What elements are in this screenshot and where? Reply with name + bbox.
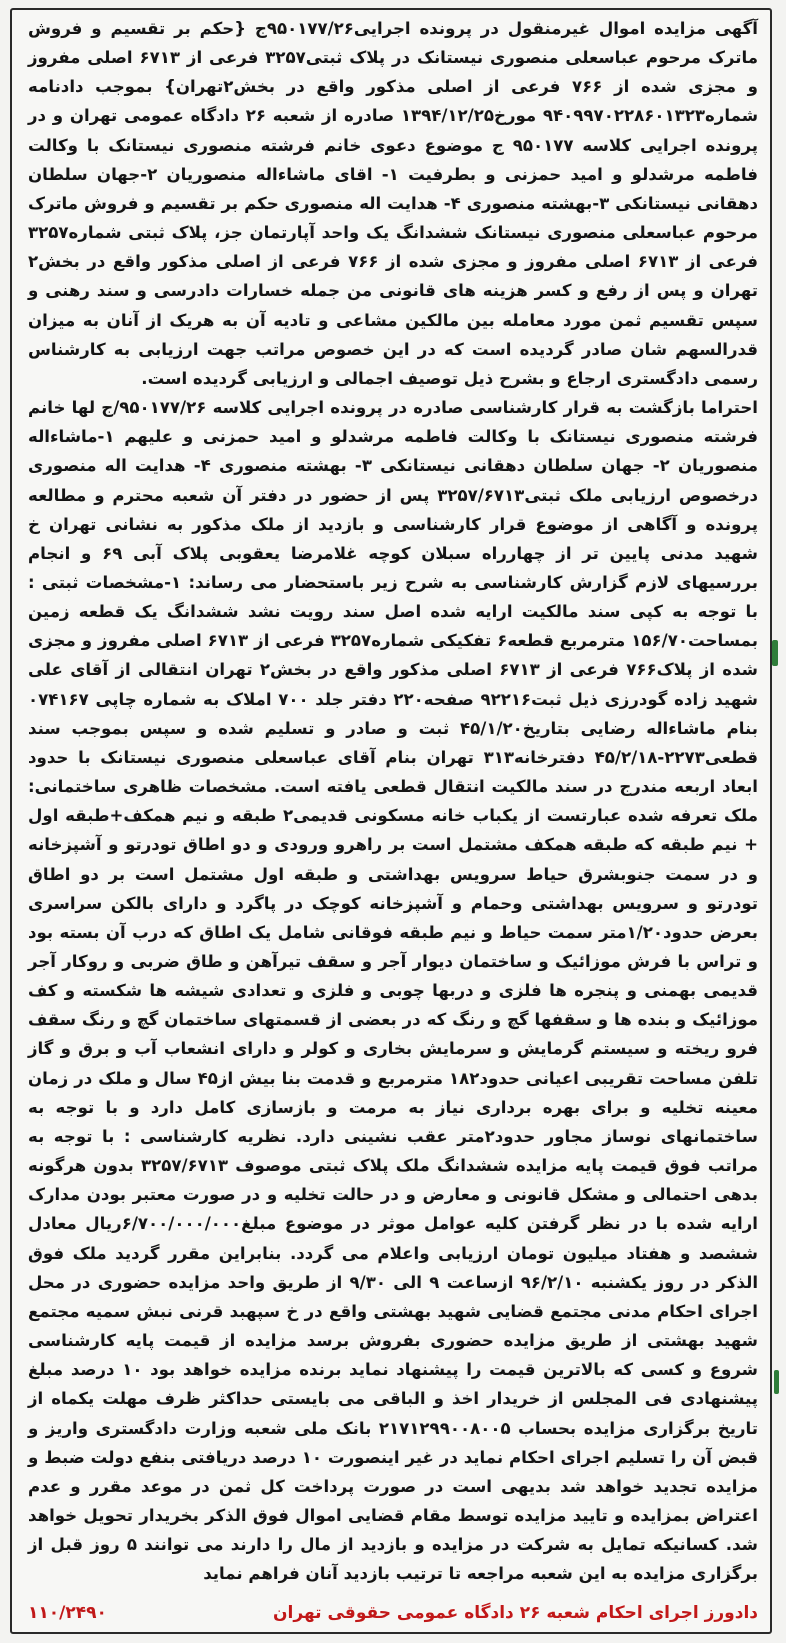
- margin-mark: [772, 640, 778, 666]
- notice-code: ۱۱۰/۲۴۹۰: [28, 1603, 107, 1623]
- margin-mark: [774, 1370, 779, 1394]
- issuing-authority: دادورز اجرای احکام شعبه ۲۶ دادگاه عمومی حقوقی تهران: [273, 1603, 758, 1623]
- notice-paragraph-expert-report: احتراما بازگشت به قرار کارشناسی صادره در پرونده اجرایی کلاسه ۹۵۰۱۷۷/۲۶/ج لها خانم فرشته منصوری نیستانک با وکالت فاطمه مرشدلو و امید حمزنی و علیهم ۱-ماشاءاله منصوریان ۲- جهان سلطان دهقانی نیستانکی ۳- بهشته منصوری ۴- هدایت اله منصوری درخصوص ارزیابی ملک ثبتی۳۲۵۷/۶۷۱۳ پس از حضور در دفتر آن شعبه محترم و مطالعه پرونده و آگاهی از موضوع قرار کارشناسی و بازدید از ملک مذکور به نشانی تهران خ شهید مدنی پایین تر از چهارراه سبلان کوچه غلامرضا یعقوبی پلاک آبی ۶۹ و انجام بررسیهای لازم گزارش کارشناسی به شرح زیر باستحضار می رساند: ۱-مشخصات ثبتی : با توجه به کپی سند مالکیت ارایه شده اصل سند رویت نشد ششدانگ یک قطعه زمین بمساحت۱۵۶/۷۰ مترمربع قطعه۶ تفکیکی شماره۳۲۵۷ فرعی از ۶۷۱۳ اصلی مفروز و مجزی شده از پلاک۷۶۶ فرعی از ۶۷۱۳ اصلی مذکور واقع در بخش۲ تهران انتقالی از آقای علی شهید زاده گودرزی ذیل ثبت۹۲۲۱۶ صفحه۲۲۰ دفتر جلد ۷۰۰ املاک به شماره چاپی ۰۷۴۱۶۷ بنام ماشاءاله رضایی بتاریخ۴۵/۱/۲۰ ثبت و صادر و تسلیم شده و سپس بموجب سند قطعی۲۲۷۳-۴۵/۲/۱۸ دفترخانه۳۱۳ تهران بنام آقای عباسعلی منصوری نیستانک با حدود ابعاد اربعه مندرج در سند مالکیت انتقال قطعی یافته است. مشخصات ظاهری ساختمانی: ملک تعرفه شده عبارتست از یکباب خانه مسکونی قدیمی۲ طبقه و نیم همکف+طبقه اول + نیم طبقه که طبقه همکف مشتمل است بر راهرو ورودی و دو اطاق تودرتو و آشپزخانه و در سمت جنوبشرق حیاط سرویس بهداشتی و طبقه اول مشتمل است بر دو اطاق تودرتو و سرویس بهداشتی وحمام و آشپزخانه کوچک در پاگرد و دارای بالکن سراسری بعرض حدود۱/۲۰متر سمت حیاط و نیم طبقه فوقانی شامل یک اطاق که درب آن بسته بود و تراس با فرش موزائیک و ساختمان دیوار آجر و سقف تیرآهن و طاق ضربی و روکار آجر قدیمی بهمنی و پنجره ها فلزی و دربها چوبی و فلزی و تعدادی شیشه ها شکسته و کف موزائیک و بنده ها و سقفها گچ و رنگ که در بعضی از قسمتهای ساختمان گچ و رنگ سقف فرو ریخته و سیستم گرمایش و سرمایش بخاری و کولر و دارای انشعاب آب و برق و گاز تلفن مساحت تقریبی اعیانی حدود۱۸۲ مترمربع و قدمت بنا بیش از۴۵ سال و ملک در زمان معینه تخلیه و برای بهره برداری نیاز به مرمت و بازسازی کامل دارد و با توجه به ساختمانهای نوساز مجاور حدود۲متر عقب نشینی دارد. نظریه کارشناسی : با توجه به مراتب فوق قیمت پایه مزایده ششدانگ ملک پلاک ثبتی موصوف ۳۲۵۷/۶۷۱۳ بدون هرگونه بدهی احتمالی و مشکل قانونی و معارض و در حالت تخلیه و در صورت معتبر بودن مدارک ارایه شده با در نظر گرفتن کلیه عوامل موثر در موضوع مبلغ۶/۷۰۰/۰۰۰/۰۰۰ریال معادل ششصد و هفتاد میلیون تومان ارزیابی واعلام می گردد. بنابراین مقرر گردید ملک فوق الذکر در روز یکشنبه ۹۶/۲/۱۰ ازساعت ۹ الی ۹/۳۰ از طریق واحد مزایده حضوری در محل اجرای احکام مدنی مجتمع قضایی شهید بهشتی واقع در خ سپهبد قرنی نبش سمیه مجتمع شهید بهشتی از طریق مزایده حضوری بفروش برسد مزایده از قیمت پایه کارشناسی شروع و کسی که بالاترین قیمت را پیشنهاد نماید برنده مزایده خواهد بود ۱۰ درصد مبلغ پیشنهادی فی المجلس از خریدار اخذ و الباقی می بایستی حداکثر ظرف مهلت یکماه از تاریخ برگزاری مزایده بحساب ۲۱۷۱۲۹۹۰۰۸۰۰۵ بانک ملی شعبه وزارت دادگستری واریز و قبض آن را تسلیم اجرای احکام نماید در غیر اینصورت ۱۰ درصد دریافتی بنفع دولت ضبط و مزایده تجدید خواهد شد بدیهی است در صورت پرداخت کل ثمن در موعد مقرر و عدم اعتراض بمزایده و تایید مزایده توسط مقام قضایی اموال فوق الذکر بخریدار تحویل خواهد شد. کسانیکه تمایل به شرکت در مزایده و بازدید از مال را دارند می توانند ۵ روز قبل از برگزاری مزایده به این شعبه مراجعه تا ترتیب بازدید آنان فراهم نماید: [28, 398, 759, 1584]
- notice-paragraph-intro: آگهی مزایده اموال غیرمنقول در پرونده اجرایی۹۵۰۱۷۷/۲۶ج {حکم بر تقسیم و فروش ماترک مرحوم عباسعلی منصوری نیستانک در پلاک ثبتی۳۲۵۷ فرعی از ۶۷۱۳ اصلی مفروز و مجزی شده از ۷۶۶ فرعی از اصلی مذکور واقع در بخش۲تهران} بموجب دادنامه شماره۹۴۰۹۹۷۰۲۲۸۶۰۱۳۲۳ مورخ۱۳۹۴/۱۲/۲۵ صادره از شعبه ۲۶ دادگاه عمومی تهران و در پرونده اجرایی کلاسه ۹۵۰۱۷۷ ج موضوع دعوی خانم فرشته منصوری نیستانک با وکالت فاطمه مرشدلو و امید حمزنی و بطرفیت ۱- اقای ماشاءاله منصوریان ۲-جهان سلطان دهقانی نیستانکی ۳-بهشته منصوری ۴- هدایت اله منصوری حکم بر تقسیم و فروش ماترک مرحوم عباسعلی منصوری نیستانک ششدانگ یک واحد آپارتمان جز، پلاک ثبتی شماره۳۲۵۷ فرعی از ۶۷۱۳ اصلی مفروز و مجزی شده از ۷۶۶ فرعی از اصلی مذکور واقع در بخش۲ تهران و پس از رفع و کسر هزینه های قانونی من جمله خسارات دادرسی و سند رهنی و سپس تقسیم ثمن مورد معامله بین مالکین مشاعی و تادیه آن به هریک از آنان به میزان قدرالسهم شان صادر گردیده است که در این خصوص مراتب جهت ارزیابی به کارشناس رسمی دادگستری ارجاع و بشرح ذیل توصیف اجمالی و ارزیابی گردیده است.: [28, 19, 759, 388]
- notice-footer: [28, 1598, 758, 1628]
- auction-notice-body: [28, 14, 758, 1588]
